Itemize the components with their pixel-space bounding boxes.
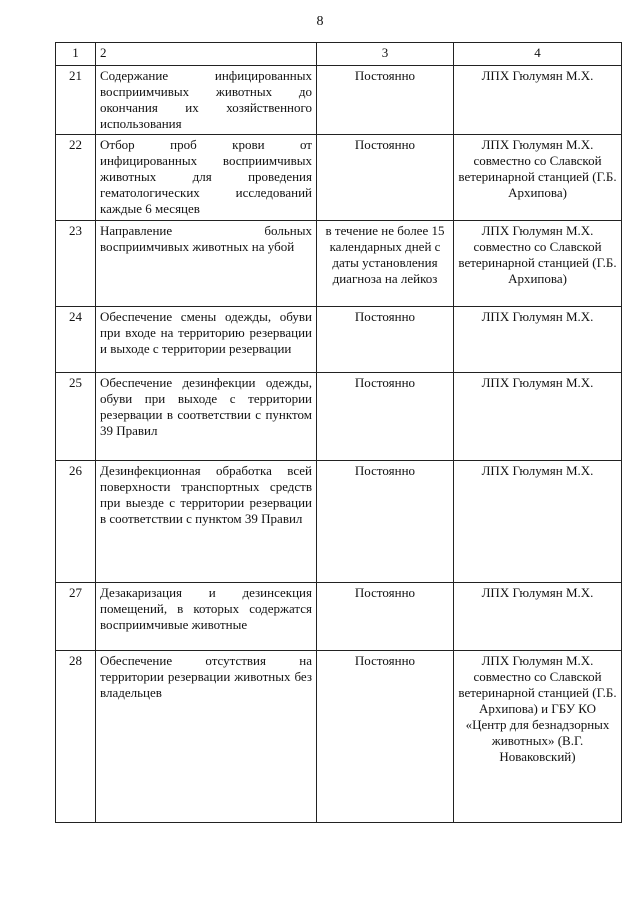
row-term: Постоянно (317, 307, 454, 373)
row-responsible: ЛПХ Гюлумян М.Х. совместно со Славской ветеринарной станцией (Г.Б. Архипова) (454, 135, 622, 221)
table-row (56, 373, 622, 461)
table-row (56, 307, 622, 373)
row-measure: Обеспечение дезинфекции одежды, обуви при выходе с территории резервации в соответствии с пунктом 39 Правил (96, 373, 317, 461)
row-measure: Содержание инфицированных восприимчивых животных до окончания их хозяйственного использования (96, 66, 317, 135)
table-row (56, 221, 622, 307)
row-measure: Обеспечение смены одежды, обуви при входе на территорию резервации и выходе с территории резервации (96, 307, 317, 373)
measures-table (55, 42, 622, 823)
row-responsible: ЛПХ Гюлумян М.Х. совместно со Славской ветеринарной станцией (Г.Б. Архипова) и ГБУ КО «Центр для безнадзорных животных» (В.Г. Новаковский) (454, 651, 622, 823)
row-responsible: ЛПХ Гюлумян М.Х. (454, 461, 622, 583)
row-term: Постоянно (317, 583, 454, 651)
row-term: Постоянно (317, 651, 454, 823)
row-term: Постоянно (317, 66, 454, 135)
table-row (56, 66, 622, 135)
row-term: в течение не более 15 календарных дней с даты установления диагноза на лейкоз (317, 221, 454, 307)
row-measure: Направление больных восприимчивых животных на убой (96, 221, 317, 307)
row-term: Постоянно (317, 461, 454, 583)
column-header-3: 3 (317, 43, 454, 66)
row-measure: Дезинфекционная обработка всей поверхности транспортных средств при выезде с территории резервации в соответствии с пунктом 39 Правил (96, 461, 317, 583)
table-row (56, 583, 622, 651)
row-number: 28 (56, 651, 96, 823)
row-responsible: ЛПХ Гюлумян М.Х. (454, 583, 622, 651)
row-number: 22 (56, 135, 96, 221)
row-measure: Обеспечение отсутствия на территории резервации животных без владельцев (96, 651, 317, 823)
row-number: 27 (56, 583, 96, 651)
row-number: 23 (56, 221, 96, 307)
row-responsible: ЛПХ Гюлумян М.Х. совместно со Славской ветеринарной станцией (Г.Б. Архипова) (454, 221, 622, 307)
row-number: 25 (56, 373, 96, 461)
row-number: 24 (56, 307, 96, 373)
row-measure: Отбор проб крови от инфицированных восприимчивых животных для проведения гематологических исследований каждые 6 месяцев (96, 135, 317, 221)
row-responsible: ЛПХ Гюлумян М.Х. (454, 373, 622, 461)
page-number: 8 (316, 14, 324, 29)
table-header-row (56, 43, 622, 66)
table-row (56, 651, 622, 823)
row-term: Постоянно (317, 135, 454, 221)
column-header-1: 1 (56, 43, 96, 66)
row-responsible: ЛПХ Гюлумян М.Х. (454, 66, 622, 135)
table-row (56, 135, 622, 221)
table-row (56, 461, 622, 583)
row-number: 21 (56, 66, 96, 135)
row-number: 26 (56, 461, 96, 583)
row-responsible: ЛПХ Гюлумян М.Х. (454, 307, 622, 373)
column-header-4: 4 (454, 43, 622, 66)
column-header-2: 2 (96, 43, 317, 66)
row-term: Постоянно (317, 373, 454, 461)
row-measure: Дезакаризация и дезинсекция помещений, в которых содержатся восприимчивые животные (96, 583, 317, 651)
